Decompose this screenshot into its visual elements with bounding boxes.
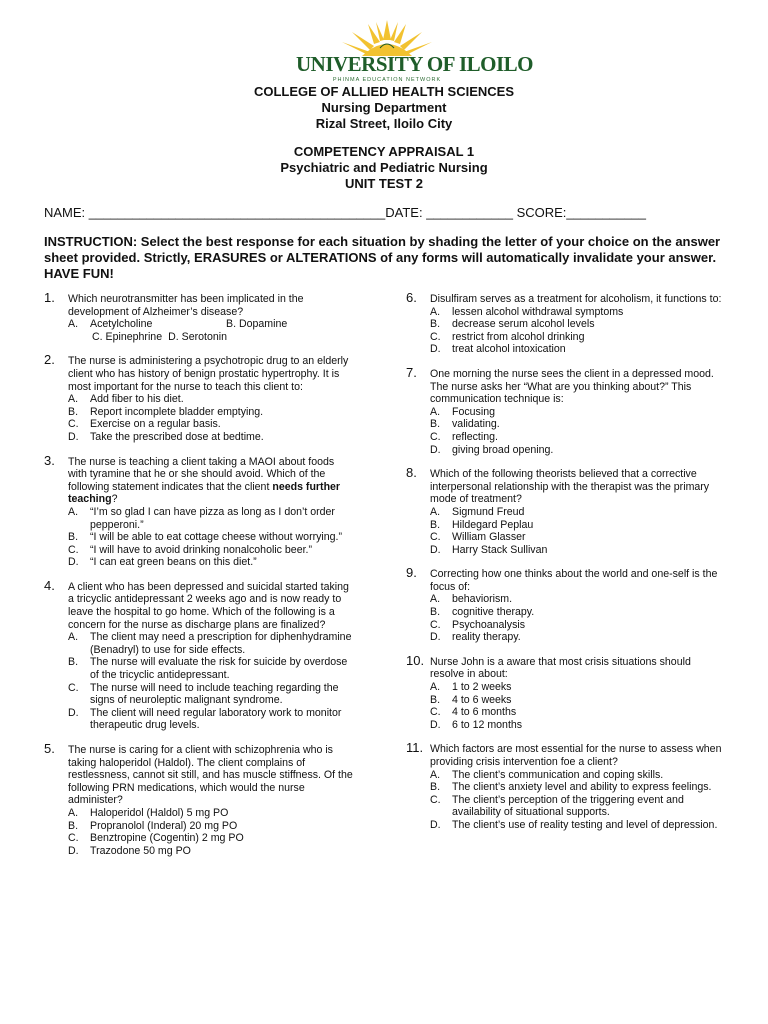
exam-title: COMPETENCY APPRAISAL 1	[293, 144, 475, 159]
question-text: Which of the following theorists believed that a corrective interpersonal relationship with the therapist was the primary mode of treatment?	[430, 468, 710, 506]
option	[430, 519, 724, 532]
option-letter: D.	[68, 430, 79, 443]
option	[68, 418, 354, 431]
option-letter: A.	[68, 505, 79, 518]
question-10	[406, 652, 724, 732]
option	[430, 318, 724, 331]
option-letter: A.	[68, 806, 79, 819]
option-letter: C.	[68, 543, 79, 556]
option	[430, 544, 724, 557]
option-text: Harry Stack Sullivan	[452, 543, 548, 556]
option	[68, 406, 354, 419]
option-text: cognitive therapy.	[452, 606, 535, 619]
option-text: “I’m so glad I can have pizza as long as I don’t order pepperoni.”	[90, 505, 335, 531]
name-label: NAME:	[44, 205, 86, 220]
option	[68, 832, 354, 845]
option-letter: A.	[430, 681, 441, 694]
option-letter: B.	[430, 418, 441, 431]
department-name: Nursing Department	[321, 100, 447, 115]
option-text: “I will have to avoid drinking nonalcoholic beer.”	[90, 543, 313, 556]
option-text: 4 to 6 months	[452, 706, 517, 719]
option	[430, 769, 724, 782]
option	[68, 393, 354, 406]
option-text: D. Serotonin	[168, 330, 227, 343]
question-number: 5.	[44, 741, 55, 756]
option	[430, 619, 724, 632]
university-logo	[296, 18, 533, 84]
question-number: 1.	[44, 290, 55, 305]
option	[430, 819, 724, 832]
option-text: Haloperidol (Haldol) 5 mg PO	[90, 806, 229, 819]
option	[430, 343, 724, 356]
option	[68, 707, 354, 732]
option-letter: D.	[430, 343, 441, 356]
option-letter: C.	[430, 618, 441, 631]
option-letter: D.	[430, 718, 441, 731]
option-text: Add fiber to his diet.	[90, 393, 184, 406]
option-text: giving broad opening.	[452, 443, 554, 456]
option	[430, 306, 724, 319]
question-number: 6.	[406, 290, 417, 305]
question-4	[44, 577, 354, 732]
option-text: Benztropine (Cogentin) 2 mg PO	[90, 832, 244, 845]
option-letter: B.	[430, 518, 441, 531]
questions-left-column	[44, 290, 354, 869]
option-letter: D.	[68, 706, 79, 719]
question-number: 10.	[406, 652, 425, 668]
option-text: decrease serum alcohol levels	[452, 318, 595, 331]
option	[430, 593, 724, 606]
option-text: validating.	[452, 418, 500, 431]
question-number: 4.	[44, 577, 55, 593]
option	[68, 682, 354, 707]
option-letter: D.	[430, 818, 441, 831]
option	[68, 431, 354, 444]
score-label: SCORE:	[516, 205, 567, 220]
option-text: The client will need regular laboratory work to monitor therapeutic drug levels.	[90, 706, 342, 732]
option-text: lessen alcohol withdrawal symptoms	[452, 305, 624, 318]
option	[68, 556, 354, 569]
option-letter: A.	[68, 631, 79, 644]
option-text: restrict from alcohol drinking	[452, 330, 585, 343]
option	[430, 631, 724, 644]
student-info-row	[44, 205, 724, 220]
option-letter: B.	[430, 606, 441, 619]
option-letter: C.	[430, 531, 441, 544]
subject-title: Psychiatric and Pediatric Nursing	[280, 160, 488, 175]
option-text: reflecting.	[452, 430, 498, 443]
option-letter: A.	[430, 768, 441, 781]
option-letter: C.	[68, 832, 79, 845]
logo-wordmark: UNIVERSITY OF ILOILO	[296, 52, 533, 76]
option-text: Trazodone 50 mg PO	[90, 844, 191, 857]
address: Rizal Street, Iloilo City	[315, 116, 453, 131]
option	[68, 544, 354, 557]
question-text: Nurse John is a aware that most crisis situations should resolve in about:	[430, 655, 691, 681]
option-letter: A.	[68, 318, 79, 331]
option-row	[68, 331, 354, 344]
question-text: Which neurotransmitter has been implicated in the development of Alzheimer’s disease?	[68, 293, 304, 318]
option-text: Psychoanalysis	[452, 618, 526, 631]
question-8	[406, 465, 724, 556]
question-number: 7.	[406, 364, 417, 380]
question-text: One morning the nurse sees the client in a depressed mood. The nurse asks her “What are you thinking about?” This communication technique is:	[430, 367, 714, 406]
college-name: COLLEGE OF ALLIED HEALTH SCIENCES	[253, 84, 514, 99]
option-text: The client’s anxiety level and ability to express feelings.	[452, 781, 712, 794]
option-letter: B.	[68, 656, 79, 669]
unit-title: UNIT TEST 2	[344, 176, 423, 191]
option-text: 1 to 2 weeks	[452, 681, 512, 694]
question-3	[44, 452, 354, 569]
question-text: Which factors are most essential for the nurse to assess when providing crisis intervention foe a client?	[430, 743, 722, 768]
option-letter: D.	[430, 443, 441, 456]
option-letter: C.	[430, 706, 441, 719]
option-letter: C.	[430, 793, 441, 806]
option	[430, 431, 724, 444]
option-text: Sigmund Freud	[452, 505, 525, 518]
option-text: Hildegard Peplau	[452, 518, 534, 531]
option-text: The client’s communication and coping skills.	[452, 768, 664, 781]
option-letter: B.	[430, 318, 441, 331]
option	[68, 820, 354, 833]
option-letter: B.	[430, 781, 441, 794]
option	[430, 506, 724, 519]
question-text: Disulfiram serves as a treatment for alcoholism, it functions to:	[430, 293, 722, 305]
option-text: reality therapy.	[452, 631, 521, 644]
question-number: 2.	[44, 352, 55, 368]
question-1	[44, 290, 354, 343]
option-letter: A.	[68, 393, 79, 406]
option	[430, 418, 724, 431]
option-text: Propranolol (Inderal) 20 mg PO	[90, 819, 238, 832]
option-text: Acetylcholine	[90, 318, 153, 331]
question-5	[44, 741, 354, 857]
option	[430, 531, 724, 544]
option	[430, 606, 724, 619]
option-text: The nurse will evaluate the risk for suicide by overdose of the tricyclic antidepressant.	[90, 656, 348, 682]
question-11	[406, 740, 724, 831]
option	[68, 506, 354, 531]
option-text: B. Dopamine	[226, 318, 288, 331]
question-text: Correcting how one thinks about the world and one-self is the focus of:	[430, 568, 718, 593]
logo-tagline: PHINMA EDUCATION NETWORK	[332, 77, 442, 83]
name-field[interactable]: _________________________________________	[88, 205, 386, 220]
option-text: C. Epinephrine	[92, 330, 163, 343]
option-letter: B.	[68, 819, 79, 832]
option-letter: B.	[68, 531, 79, 544]
option	[430, 331, 724, 344]
option	[430, 794, 724, 819]
date-label: DATE:	[385, 205, 423, 220]
option-letter: A.	[430, 305, 441, 318]
option-letter: A.	[430, 593, 441, 606]
option	[68, 631, 354, 656]
option-letter: A.	[430, 505, 441, 518]
option-text: behaviorism.	[452, 593, 513, 606]
option	[68, 656, 354, 681]
option-text: William Glasser	[452, 531, 526, 544]
option-letter: A.	[430, 405, 441, 418]
questions-right-column	[406, 290, 724, 844]
option-text: The client may need a prescription for diphenhydramine (Benadryl) to use for side effects.	[90, 631, 352, 656]
option-letter: C.	[68, 418, 79, 431]
option-letter: B.	[430, 693, 441, 706]
option	[68, 845, 354, 858]
question-number: 9.	[406, 565, 417, 581]
option-letter: D.	[430, 631, 441, 644]
question-number: 11.	[406, 740, 424, 756]
question-text: The nurse is administering a psychotropic drug to an elderly client who has history of benign prostatic hypertrophy. It is most important for the nurse to teach this client to:	[68, 355, 349, 393]
option-text: 4 to 6 weeks	[452, 693, 512, 706]
option-row	[68, 318, 354, 331]
option-text: The nurse will need to include teaching regarding the signs of neuroleptic malignant syndrome.	[90, 681, 339, 707]
option-text: The client’s use of reality testing and level of depression.	[452, 818, 718, 831]
option	[430, 681, 724, 694]
option-text: Report incomplete bladder emptying.	[90, 405, 264, 418]
option-text: 6 to 12 months	[452, 718, 523, 731]
option	[430, 719, 724, 732]
option-letter: B.	[68, 405, 79, 418]
question-text: The nurse is caring for a client with schizophrenia who is taking haloperidol (Haldol). The client complains of restlessness, cannot sit still, and has muscle stiffness. Of the following PRN medications, which would the nurse administer?	[68, 744, 353, 807]
option-letter: D.	[430, 543, 441, 556]
option	[430, 706, 724, 719]
question-text: A client who has been depressed and suicidal started taking a tricyclic antidepressant 2 weeks ago and is now ready to leave the hospital to go home. Which of the following is a concern for the nurse as discharge plans are finalized?	[68, 580, 349, 631]
option	[430, 781, 724, 794]
instruction-text: INSTRUCTION: Select the best response for each situation by shading the letter of your choice on the answer sheet provided. Strictly, ERASURES or ALTERATIONS of any forms will automatically invalidate your answer. HAVE FUN!	[44, 234, 721, 281]
option	[68, 807, 354, 820]
score-field[interactable]: ___________	[566, 205, 646, 220]
option	[430, 444, 724, 457]
option-text: “I will be able to eat cottage cheese without worrying.”	[90, 531, 343, 544]
option-text: Focusing	[452, 405, 495, 418]
date-field[interactable]: ____________	[426, 205, 513, 220]
question-7	[406, 364, 724, 456]
option	[430, 406, 724, 419]
option-text: “I can eat green beans on this diet.”	[90, 556, 257, 569]
question-text: The nurse is teaching a client taking a MAOI about foods with tyramine that he or she should avoid. Which of the following statement indicates that the client needs further teaching?	[68, 455, 341, 506]
option-letter: C.	[430, 430, 441, 443]
question-number: 3.	[44, 452, 55, 468]
option-text: Take the prescribed dose at bedtime.	[90, 430, 264, 443]
emphasis-text: needs further teaching	[68, 480, 341, 506]
option-text: treat alcohol intoxication	[452, 343, 566, 356]
question-6	[406, 290, 724, 356]
option	[430, 694, 724, 707]
question-number: 8.	[406, 465, 417, 481]
option	[68, 531, 354, 544]
option-text: The client’s perception of the triggering event and availability of situational supports.	[452, 793, 684, 819]
option-letter: C.	[68, 681, 79, 694]
question-9	[406, 565, 724, 644]
option-letter: C.	[430, 330, 441, 343]
question-2	[44, 352, 354, 443]
option-letter: D.	[68, 556, 79, 569]
option-text: Exercise on a regular basis.	[90, 418, 221, 431]
option-letter: D.	[68, 844, 79, 857]
